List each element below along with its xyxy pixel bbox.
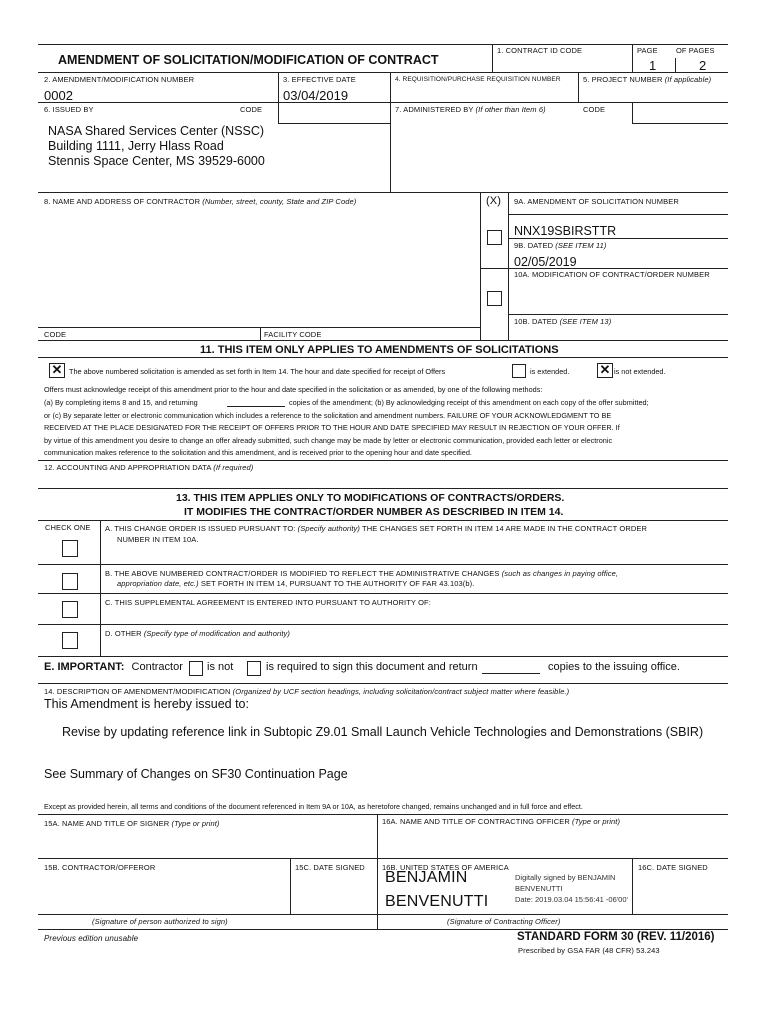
signature-officer-caption: (Signature of Contracting Officer) bbox=[447, 917, 561, 926]
page-number: 1 bbox=[649, 58, 657, 73]
item-13-heading-1: 13. THIS ITEM APPLIES ONLY TO MODIFICATIONS OF CONTRACTS/ORDERS. bbox=[176, 492, 565, 504]
is-not-label: is not bbox=[207, 661, 234, 673]
requisition-label: 4. REQUISITION/PURCHASE REQUISITION NUMBER bbox=[395, 76, 561, 83]
page-count: 2 bbox=[699, 58, 707, 73]
item-13d-line: D. OTHER (Specify type of modification and authority) bbox=[105, 629, 290, 638]
x-column-label: (X) bbox=[486, 195, 501, 207]
effective-date-label: 3. EFFECTIVE DATE bbox=[283, 75, 356, 84]
item-11-line-3b: copies of the amendment; (b) By acknowledging receipt of this amendment on each copy of the offer submitted; bbox=[289, 398, 649, 407]
administered-by-code-label: CODE bbox=[583, 105, 606, 114]
item-13c-line: C. THIS SUPPLEMENTAL AGREEMENT IS ENTERED INTO PURSUANT TO AUTHORITY OF: bbox=[105, 598, 431, 607]
item-11-heading: 11. THIS ITEM ONLY APPLIES TO AMENDMENTS OF SOLICITATIONS bbox=[200, 344, 559, 356]
solicitation-date: 02/05/2019 bbox=[514, 255, 577, 269]
item-11-line-5: RECEIVED AT THE PLACE DESIGNATED FOR THE RECEIPT OF OFFERS PRIOR TO THE HOUR AND DATE SPECIFIED MAY RESULT IN REJECTION OF YOUR OFFER. If bbox=[44, 423, 620, 432]
contractor-address-label: 8. NAME AND ADDRESS OF CONTRACTOR (Number, street, county, State and ZIP Code) bbox=[44, 197, 357, 206]
standard-form-number: STANDARD FORM 30 (REV. 11/2016) bbox=[517, 931, 715, 943]
previous-edition: Previous edition unusable bbox=[44, 934, 139, 943]
item-11-line-3a: (a) By completing items 8 and 15, and returning bbox=[44, 398, 198, 407]
dated-9b-label: 9B. DATED (SEE ITEM 11) bbox=[514, 241, 607, 250]
not-extended-checkbox[interactable]: ✕ bbox=[597, 363, 613, 378]
contract-id-label: 1. CONTRACT ID CODE bbox=[497, 46, 583, 55]
contractor-signature-label: 15B. CONTRACTOR/OFFEROR bbox=[44, 863, 156, 872]
important-row: E. IMPORTANT: Contractor bbox=[44, 661, 183, 673]
item-13b-line-1: B. THE ABOVE NUMBERED CONTRACT/ORDER IS MODIFIED TO REFLECT THE ADMINISTRATIVE CHANGES (such as changes in paying office, bbox=[105, 569, 619, 578]
contractor-date-label: 15C. DATE SIGNED bbox=[295, 863, 365, 872]
form-title: AMENDMENT OF SOLICITATION/MODIFICATION OF CONTRACT bbox=[58, 53, 439, 67]
copies-label: copies to the issuing office. bbox=[548, 661, 680, 673]
of-pages-label: OF PAGES bbox=[676, 46, 715, 55]
page-label: PAGE bbox=[637, 46, 658, 55]
item-13a-line-2: NUMBER IN ITEM 10A. bbox=[117, 535, 199, 544]
except-line: Except as provided herein, all terms and conditions of the document referenced in Item 9A or 10A, as heretofore changed, remains unchanged and in full force and effect. bbox=[44, 802, 583, 811]
issuer-line-3: Stennis Space Center, MS 39529-6000 bbox=[48, 154, 265, 168]
usa-signature-label: 16B. UNITED STATES OF AMERICA bbox=[382, 863, 509, 872]
facility-code-label: FACILITY CODE bbox=[264, 330, 322, 339]
officer-name-label: 16A. NAME AND TITLE OF CONTRACTING OFFICER (Type or print) bbox=[382, 817, 621, 826]
not-extended-label: is not extended. bbox=[614, 367, 666, 376]
amendment-number: 0002 bbox=[44, 88, 73, 103]
extended-checkbox[interactable] bbox=[512, 364, 526, 378]
item-13d-checkbox[interactable] bbox=[62, 632, 78, 649]
check-one-label: CHECK ONE bbox=[45, 523, 91, 532]
accounting-data-label: 12. ACCOUNTING AND APPROPRIATION DATA (If required) bbox=[44, 463, 254, 472]
signer-name-label: 15A. NAME AND TITLE OF SIGNER (Type or print) bbox=[44, 819, 220, 828]
signature-name-2: BENVENUTTI bbox=[385, 893, 489, 910]
dated-10b-label: 10B. DATED (SEE ITEM 13) bbox=[514, 317, 612, 326]
issued-by-code-label: CODE bbox=[240, 105, 263, 114]
item-11-line-4: or (c) By separate letter or electronic communication which includes a reference to the solicitation and amendment numbers. FAILURE OF YOUR ACKNOWLEDGMENT TO BE bbox=[44, 411, 612, 420]
project-number-label: 5. PROJECT NUMBER (If applicable) bbox=[583, 75, 712, 84]
amended-checkbox[interactable]: ✕ bbox=[49, 363, 65, 378]
item-13b-line-2: appropriation date, etc.) SET FORTH IN ITEM 14, PURSUANT TO THE AUTHORITY OF FAR 43.103(b). bbox=[117, 579, 475, 588]
description-line-1: This Amendment is hereby issued to: bbox=[44, 697, 249, 711]
issuer-line-1: NASA Shared Services Center (NSSC) bbox=[48, 124, 265, 138]
item-13c-checkbox[interactable] bbox=[62, 601, 78, 618]
solicitation-number: NNX19SBIRSTTR bbox=[514, 224, 617, 238]
item-11-line-1: The above numbered solicitation is amended as set forth in Item 14. The hour and date specified for receipt of Offers bbox=[69, 367, 446, 376]
item-13-heading-2: IT MODIFIES THE CONTRACT/ORDER NUMBER AS DESCRIBED IN ITEM 14. bbox=[184, 506, 564, 518]
item-11-line-2: Offers must acknowledge receipt of this amendment prior to the hour and date specified in the solicitation or as amended, by one of the following methods: bbox=[44, 385, 543, 394]
item-11-line-7: communication makes reference to the solicitation and this amendment, and is received prior to the opening hour and date specified. bbox=[44, 448, 472, 457]
amendment-number-label: 2. AMENDMENT/MODIFICATION NUMBER bbox=[44, 75, 195, 84]
is-required-checkbox[interactable] bbox=[247, 661, 261, 676]
modification-number-label: 10A. MODIFICATION OF CONTRACT/ORDER NUMBER bbox=[514, 270, 710, 279]
prescribed-by: Prescribed by GSA FAR (48 CFR) 53.243 bbox=[518, 946, 660, 955]
description-line-3: See Summary of Changes on SF30 Continuation Page bbox=[44, 767, 348, 781]
description-line-2: Revise by updating reference link in Subtopic Z9.01 Small Launch Vehicle Technologies and Demonstrations (SBIR) bbox=[62, 725, 704, 739]
administered-by-label: 7. ADMINISTERED BY (If other than Item 6) bbox=[395, 105, 546, 114]
solicitation-number-label: 9A. AMENDMENT OF SOLICITATION NUMBER bbox=[514, 197, 679, 206]
item-11-line-6: by virtue of this amendment you desire to change an offer already submitted, such change may be made by letter or electronic communication, provided each letter or electronic bbox=[44, 436, 613, 445]
is-not-checkbox[interactable] bbox=[189, 661, 203, 676]
modification-checkbox[interactable] bbox=[487, 291, 502, 306]
description-label: 14. DESCRIPTION OF AMENDMENT/MODIFICATION (Organized by UCF section headings, including solicitation/contract subject matter where feasible.) bbox=[44, 687, 570, 696]
digital-signature-line-3: Date: 2019.03.04 15:56:41 -06'00' bbox=[515, 895, 628, 904]
item-13b-checkbox[interactable] bbox=[62, 573, 78, 590]
is-required-label: is required to sign this document and return bbox=[266, 661, 478, 673]
contractor-code-label: CODE bbox=[44, 330, 67, 339]
is-extended-label: is extended. bbox=[530, 367, 570, 376]
issued-by-label: 6. ISSUED BY bbox=[44, 105, 94, 114]
item-13a-line-1: A. THIS CHANGE ORDER IS ISSUED PURSUANT TO: (Specify authority) THE CHANGES SET FORTH IN ITEM 14 ARE MADE IN THE CONTRACT ORDER bbox=[105, 524, 647, 533]
officer-date-label: 16C. DATE SIGNED bbox=[638, 863, 708, 872]
item-13a-checkbox[interactable] bbox=[62, 540, 78, 557]
digital-signature-line-2: BENVENUTTI bbox=[515, 884, 563, 893]
signature-name-1: BENJAMIN bbox=[385, 869, 468, 886]
issuer-line-2: Building 1111, Jerry Hlass Road bbox=[48, 139, 224, 153]
signature-person-caption: (Signature of person authorized to sign) bbox=[92, 917, 228, 926]
solicitation-checkbox[interactable] bbox=[487, 230, 502, 245]
effective-date: 03/04/2019 bbox=[283, 88, 349, 103]
digital-signature-line-1: Digitally signed by BENJAMIN bbox=[515, 873, 616, 882]
